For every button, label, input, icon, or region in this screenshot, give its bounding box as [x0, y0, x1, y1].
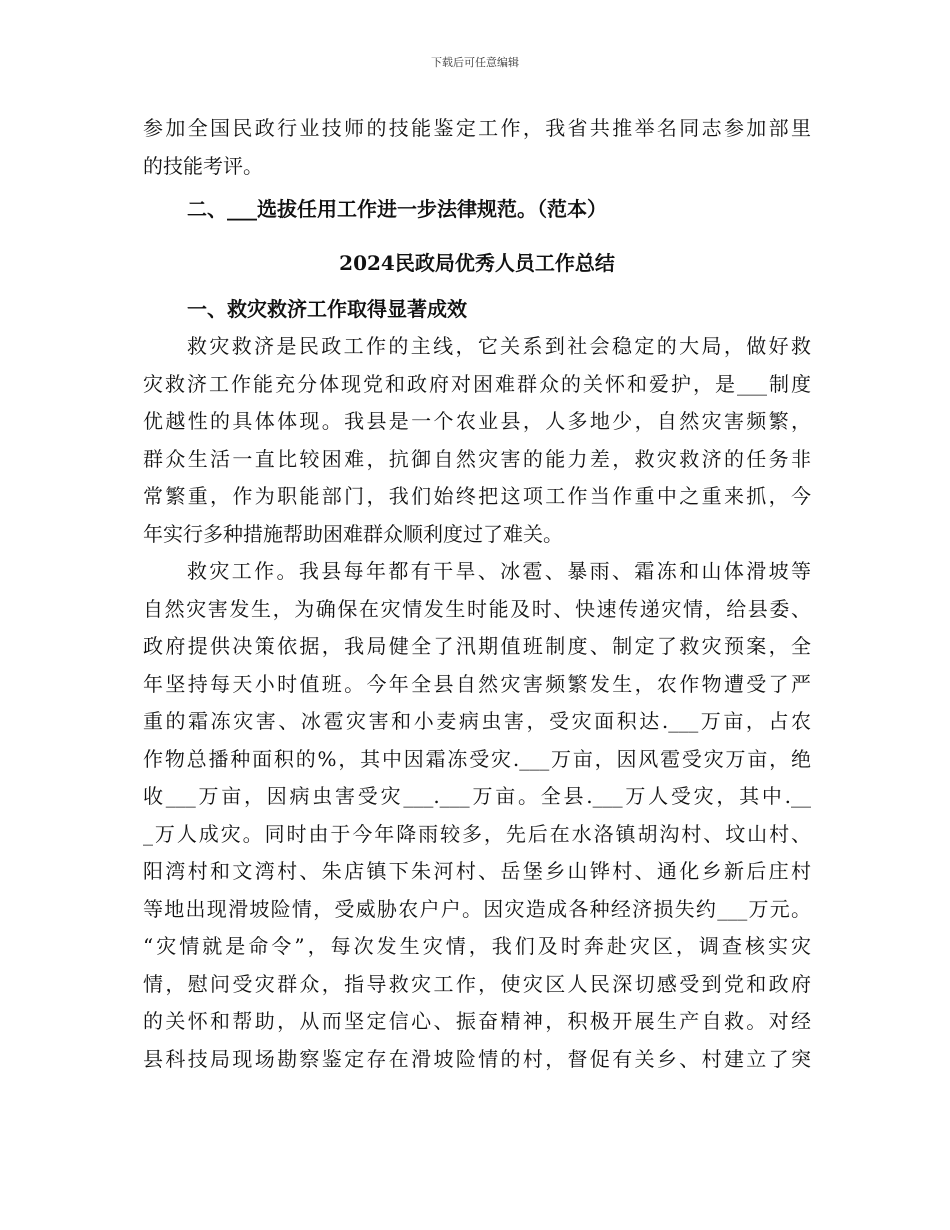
paragraph-continuation: [143, 110, 811, 185]
section-heading: 二、___选拔任用工作进一步法律规范。（范本）: [187, 197, 607, 221]
text-line: _万人成灾。同时由于今年降雨较多，先后在水洛镇胡沟村、坟山村、: [143, 821, 811, 846]
text-line: 常繁重，作为职能部门，我们始终把这项工作当作重中之重来抓，今: [143, 484, 811, 508]
text-line: 年坚持每天小时值班。今年全县自然灾害频繁发生，农作物遭受了严: [143, 671, 811, 696]
text-line: 灾救济工作能充分体现党和政府对困难群众的关怀和爱护，是___制度: [143, 371, 811, 396]
text-line: 的关怀和帮助，从而坚定信心、振奋精神，积极开展生产自救。对经: [143, 1009, 811, 1033]
text-line: 重的霜冻灾害、冰雹灾害和小麦病虫害，受灾面积达.___万亩，占农: [143, 709, 811, 733]
text-line: 救灾救济是民政工作的主线，它关系到社会稳定的大局，做好救: [187, 334, 811, 358]
text-line: 的技能考评。: [143, 153, 263, 178]
paragraph-relief: [143, 328, 811, 553]
text-line: 参加全国民政行业技师的技能鉴定工作，我省共推举名同志参加部里: [143, 116, 811, 140]
text-line: 优越性的具体体现。我县是一个农业县，人多地少，自然灾害频繁，: [143, 409, 811, 433]
document-body: [143, 110, 811, 1078]
text-line: 群众生活一直比较困难，抗御自然灾害的能力差，救灾救济的任务非: [143, 446, 811, 471]
section-heading: 一、救灾救济工作取得显著成效: [187, 296, 467, 321]
text-line: 县科技局现场勘察鉴定存在滑坡险情的村，督促有关乡、村建立了突: [143, 1046, 811, 1071]
document-title: 2024民政局优秀人员工作总结: [339, 250, 615, 275]
text-line: 救灾工作。我县每年都有干旱、冰雹、暴雨、霜冻和山体滑坡等: [187, 559, 811, 583]
text-line: 情，慰问受灾群众，指导救灾工作，使灾区人民深切感受到党和政府: [143, 971, 811, 996]
text-line: 年实行多种措施帮助困难群众顺利度过了难关。: [143, 521, 563, 546]
text-line: 收___万亩，因病虫害受灾___.___万亩。全县.___万人受灾，其中.__: [143, 784, 811, 808]
text-line: “灾情就是命令”，每次发生灾情，我们及时奔赴灾区，调查核实灾: [143, 934, 811, 958]
text-line: 等地出现滑坡险情，受威胁农户户。因灾造成各种经济损失约___万元。: [143, 896, 811, 921]
text-line: 自然灾害发生，为确保在灾情发生时能及时、快速传递灾情，给县委、: [143, 596, 811, 621]
text-line: 阳湾村和文湾村、朱店镇下朱河村、岳堡乡山铧村、通化乡新后庄村: [143, 859, 811, 883]
paragraph-disaster: [143, 553, 811, 1078]
text-line: 政府提供决策依据，我局健全了汛期值班制度、制定了救灾预案，全: [143, 634, 811, 658]
page-header: 下载后可任意编辑: [431, 56, 519, 69]
text-line: 作物总播种面积的%，其中因霜冻受灾.___万亩，因风雹受灾万亩，绝: [143, 746, 811, 771]
